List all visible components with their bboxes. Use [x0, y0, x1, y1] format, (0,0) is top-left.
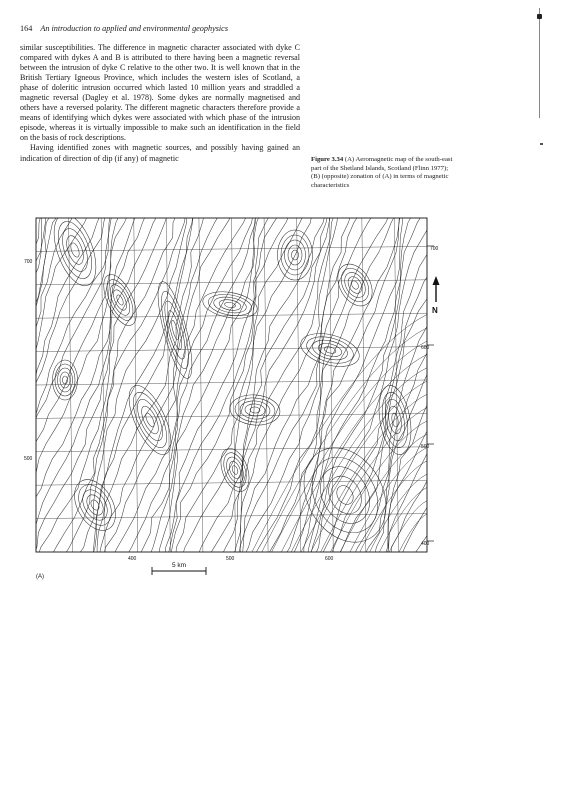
- bottom-axis-label-600: 600: [325, 556, 334, 562]
- contour-line: [450, 208, 553, 562]
- grid-line-vertical: [362, 218, 366, 552]
- contour-line: [102, 208, 236, 562]
- anomaly-contour: [69, 242, 81, 258]
- grid-line-vertical: [264, 218, 268, 552]
- right-axis-label-600: 600: [421, 345, 430, 351]
- left-axis-label-700: 700: [24, 259, 33, 265]
- contour-line: [456, 208, 564, 562]
- contour-line: [424, 208, 546, 562]
- contour-line: [466, 208, 564, 562]
- anomaly-contour: [331, 258, 379, 312]
- scale-bar-label: 5 km: [172, 562, 187, 569]
- contour-line: [251, 208, 392, 562]
- bottom-axis-label-400: 400: [128, 556, 137, 562]
- contour-line: [218, 208, 332, 562]
- right-axis-label-400: 400: [421, 541, 430, 547]
- left-axis-label-500: 500: [24, 456, 33, 462]
- contour-line: [195, 208, 326, 562]
- grid-line-vertical: [134, 218, 138, 552]
- contour-line: [382, 208, 488, 562]
- anomaly-contour: [132, 396, 167, 444]
- contour-line: [436, 208, 546, 562]
- contour-line: [361, 208, 476, 562]
- right-axis-label-700: 700: [430, 246, 439, 252]
- anomaly-contour: [297, 328, 363, 373]
- anomaly-contour: [55, 364, 75, 396]
- figure-caption-text: (A) Aeromagnetic map of the south-east part of the Shetland Islands, Scotland (Flinn 1977); (B) (opposite) zonation of (A) in terms of magnetic characteristics: [311, 156, 453, 189]
- contour-line: [60, 208, 187, 562]
- page-number: 164: [20, 24, 33, 33]
- running-title: An introduction to applied and environmental geophysics: [40, 24, 229, 33]
- contour-line: [180, 208, 313, 562]
- anomaly-contour: [53, 360, 78, 400]
- figure-caption-label: Figure 3.34: [311, 156, 344, 163]
- north-label: N: [432, 306, 438, 315]
- contour-line: [457, 208, 564, 562]
- body-paragraph-1: similar susceptibilities. The difference in magnetic character associated with dyke C compared with dykes A and B is attributed to there having been a magnetic reversal between the intrusion of dyke C relative to the other two. It is well known that in the British Tertiary Igneous Province, which includes the western isles of Scotland, a phase of doleritic intrusion occurred which lasted 10 million years and straddled a magnetic reversal (Dagley et al. 1978). Some dykes are normally magnetised and others have a reversed polarity. The different magnetic characters therefore provide a means of identifying which dykes were associated with which phase of the intrusion episode, whereas it is virtually impossible to make such an identification in the field on the basis of rock descriptions.: [20, 43, 300, 143]
- contour-line: [157, 208, 262, 562]
- grid-line-horizontal: [36, 380, 427, 385]
- anomaly-contour: [66, 472, 124, 537]
- body-paragraph-2: Having identified zones with magnetic sources, and possibly having gained an indication of direction of dip (if any) of magnetic: [20, 143, 300, 163]
- contour-line: [447, 208, 548, 562]
- anomaly-contour: [310, 337, 349, 364]
- anomaly-contour: [201, 288, 260, 322]
- contour-line: [147, 208, 256, 562]
- contour-line: [398, 208, 533, 562]
- anomaly-contour: [231, 465, 239, 475]
- grid-line-vertical: [394, 218, 398, 552]
- right-axis-label-500: 500: [421, 444, 430, 450]
- anomaly-contour: [207, 291, 254, 318]
- grid-line-vertical: [199, 218, 203, 552]
- anomaly-contour: [97, 270, 143, 330]
- anomaly-contour: [151, 279, 199, 381]
- contour-line: [328, 208, 458, 562]
- anomaly-contour: [83, 492, 106, 518]
- panel-label: (A): [36, 574, 44, 580]
- anomaly-contour: [304, 332, 357, 368]
- contour-line: [242, 208, 353, 562]
- grid-line-horizontal: [36, 313, 427, 318]
- contour-line: [387, 208, 498, 562]
- anomaly-contour: [227, 460, 243, 480]
- bottom-axis-label-500: 500: [226, 556, 235, 562]
- grid-line-horizontal: [36, 447, 427, 452]
- anomaly-contour: [121, 380, 180, 461]
- north-arrow-head: [433, 276, 440, 285]
- contour-line: [409, 208, 543, 562]
- contour-line: [240, 208, 363, 562]
- grid-line-vertical: [166, 218, 170, 552]
- contour-line: [0, 208, 112, 562]
- grid-line-vertical: [232, 218, 236, 552]
- contour-line: [336, 208, 463, 562]
- contour-line: [232, 208, 337, 562]
- anomaly-contour: [57, 225, 92, 274]
- grid-line-vertical: [101, 218, 105, 552]
- anomaly-contour: [391, 413, 399, 428]
- scale-bar: [152, 562, 206, 575]
- anomaly-contour: [170, 320, 180, 340]
- contour-line: [2, 208, 113, 562]
- anomaly-contour: [89, 498, 101, 511]
- contour-line: [93, 208, 193, 562]
- anomaly-contour: [52, 217, 99, 283]
- contour-line: [272, 341, 427, 552]
- contour-line: [123, 208, 254, 562]
- anomaly-contour: [250, 407, 260, 414]
- north-arrow: [432, 276, 440, 315]
- contour-lines: [0, 208, 564, 562]
- contour-line: [91, 208, 194, 562]
- anomaly-contour: [72, 479, 118, 531]
- anomaly-contour: [245, 403, 266, 417]
- grid-line-horizontal: [36, 280, 427, 285]
